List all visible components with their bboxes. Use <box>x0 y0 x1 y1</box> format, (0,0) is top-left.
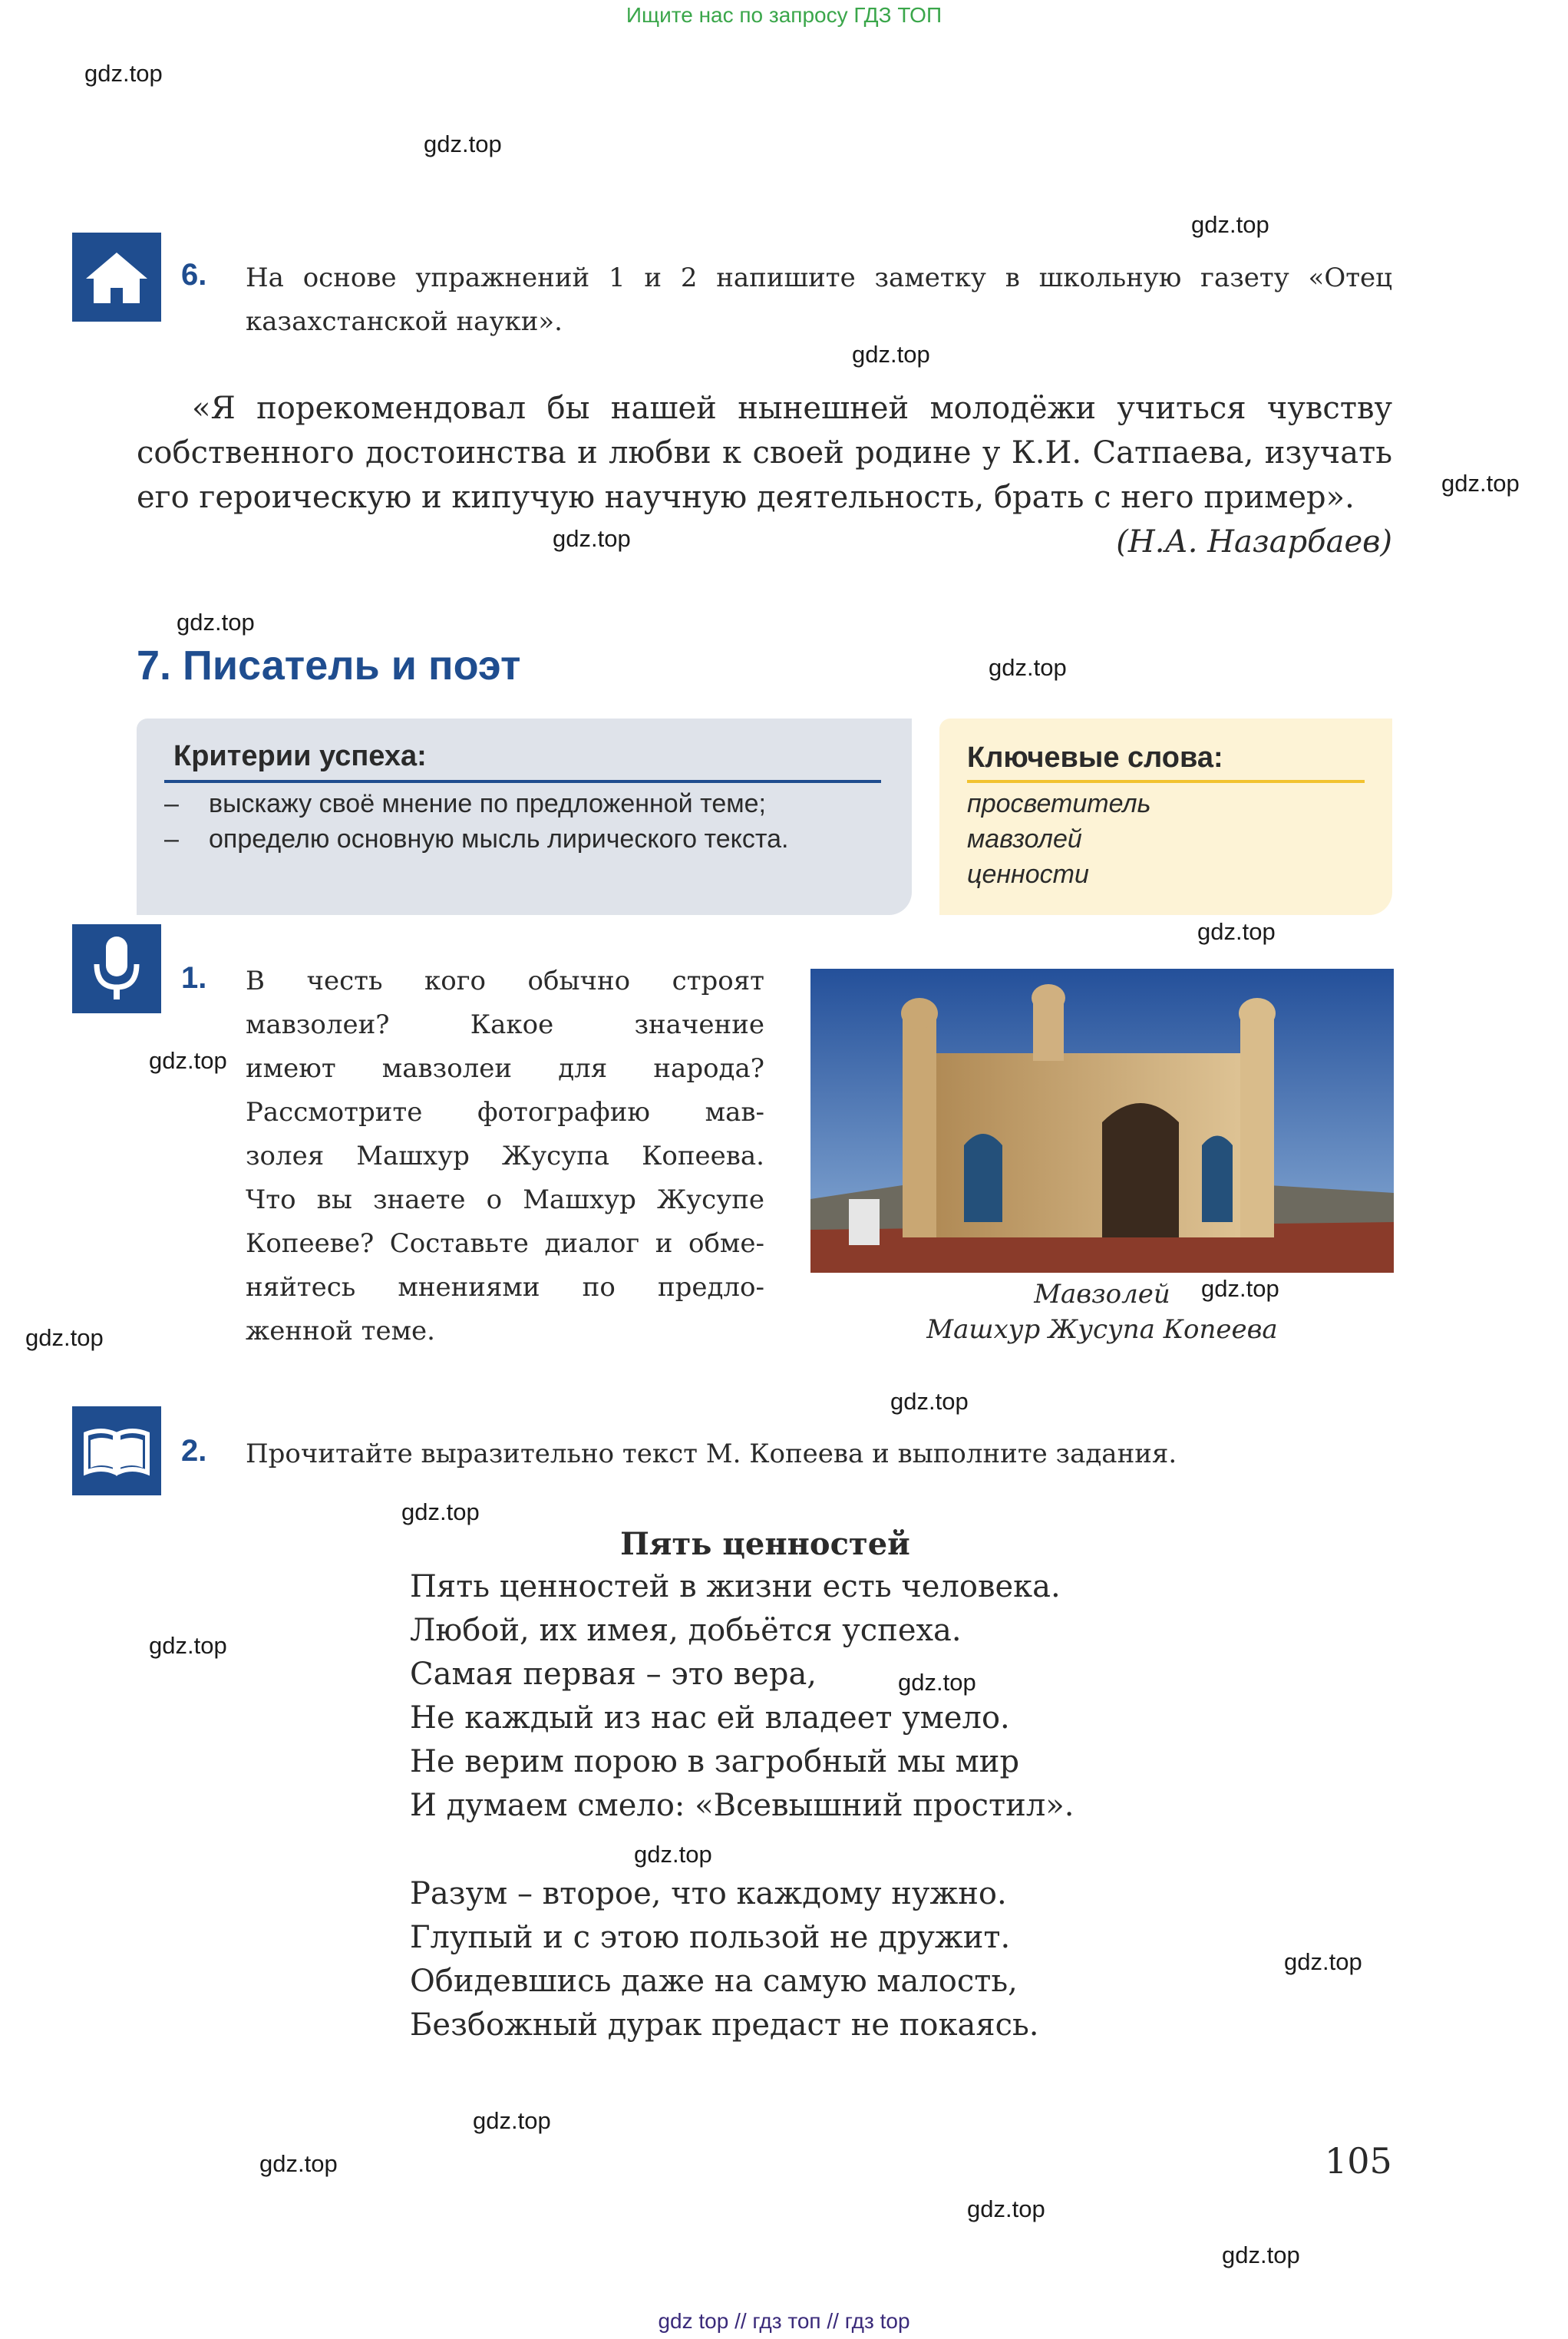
task-text-line: золея Машхур Жусупа Копеева. <box>246 1141 764 1171</box>
task-text-line: мавзолеи? Какое значение <box>246 1009 764 1040</box>
photo-caption-line2: Машхур Жусупа Копеева <box>926 1314 1278 1345</box>
task-text-line: имеют мавзолеи для народа? <box>246 1053 764 1084</box>
page-number: 105 <box>1325 2140 1392 2182</box>
watermark: gdz.top <box>852 341 930 368</box>
quote: «Я порекомендовал бы нашей нынешней молодёжи учиться чувству собственного достоинства и любви к своей родине у К.И. Сатпаева, изучать его героическую и кипучую научную деятельность, брать с него пример». <box>137 391 1392 515</box>
poem-line: Любой, их имея, добьётся успеха. <box>410 1613 962 1648</box>
watermark: gdz.top <box>1222 2242 1300 2268</box>
poem-title: Пять ценностей <box>620 1526 910 1562</box>
poem-line: Самая первая – это вера, <box>410 1657 817 1692</box>
book-icon <box>72 1406 161 1495</box>
section-title: 7. Писатель и поэт <box>137 643 521 689</box>
watermark: gdz.top <box>25 1324 104 1351</box>
watermark: gdz.top <box>967 2195 1045 2222</box>
task-text: Прочитайте выразительно текст М. Копеева и выполните задания. <box>246 1439 1177 1469</box>
criteria-dash: – <box>164 789 179 818</box>
quote-author: (Н.А. Назарбаев) <box>1116 524 1392 560</box>
watermark: gdz.top <box>259 2150 338 2177</box>
criteria-item: определю основную мысль лирического текста. <box>209 824 789 854</box>
keyword: мавзолей <box>967 824 1082 854</box>
criteria-heading: Критерии успеха: <box>173 740 427 772</box>
footer-links[interactable]: gdz top // гдз топ // гдз top <box>658 2309 910 2333</box>
task-text-line: В честь кого обычно строят <box>246 966 764 996</box>
poem-line: И думаем смело: «Всевышний простил». <box>410 1788 1074 1823</box>
watermark: gdz.top <box>553 525 631 552</box>
watermark: gdz.top <box>177 609 255 636</box>
task-number: 2. <box>181 1434 207 1468</box>
task-text-line: женной теме. <box>246 1316 435 1346</box>
watermark: gdz.top <box>989 654 1067 681</box>
watermark: gdz.top <box>1284 1948 1362 1975</box>
watermark: gdz.top <box>149 1632 227 1659</box>
task-number: 6. <box>181 258 207 292</box>
poem-line: Не верим порою в загробный мы мир <box>410 1744 1020 1779</box>
task-text-line: Рассмотрите фотографию мав- <box>246 1097 764 1128</box>
poem-line: Не каждый из нас ей владеет умело. <box>410 1700 1010 1736</box>
criteria-dash: – <box>164 824 179 854</box>
poem-line: Обидевшись даже на самую малость, <box>410 1964 1018 1999</box>
task-text-line: Что вы знаете о Машхур Жусупе <box>246 1184 764 1215</box>
top-banner[interactable]: Ищите нас по запросу ГДЗ ТОП <box>626 3 942 27</box>
task-text-line: няйтесь мнениями по предло- <box>246 1272 764 1303</box>
mausoleum-photo <box>810 969 1394 1273</box>
task-text-line: Копееве? Составьте диалог и обме- <box>246 1228 764 1259</box>
watermark: gdz.top <box>149 1047 227 1074</box>
poem-line: Разум – второе, что каждому нужно. <box>410 1876 1007 1911</box>
criteria-underline <box>164 780 881 783</box>
watermark: gdz.top <box>634 1841 712 1868</box>
watermark: gdz.top <box>473 2107 551 2134</box>
keyword: ценности <box>967 860 1089 889</box>
watermark: gdz.top <box>84 60 163 87</box>
watermark: gdz.top <box>898 1669 976 1696</box>
watermark: gdz.top <box>1201 1275 1279 1302</box>
keyword: просветитель <box>967 789 1151 818</box>
criteria-item: выскажу своё мнение по предложенной теме; <box>209 789 766 818</box>
criteria-box <box>137 719 912 915</box>
task-text: На основе упражнений 1 и 2 напишите заметку в школьную газету «Отец казахстанской науки». <box>246 263 1392 337</box>
keywords-heading: Ключевые слова: <box>967 742 1223 774</box>
microphone-icon <box>72 924 161 1013</box>
watermark: gdz.top <box>401 1498 480 1525</box>
watermark: gdz.top <box>1441 470 1520 497</box>
photo-caption-line1: Мавзолей <box>1034 1279 1170 1310</box>
watermark: gdz.top <box>890 1388 969 1415</box>
keywords-underline <box>967 780 1365 783</box>
watermark: gdz.top <box>1191 211 1269 238</box>
task-number: 1. <box>181 961 207 995</box>
home-icon <box>72 233 161 322</box>
watermark: gdz.top <box>1197 918 1276 945</box>
poem-line: Глупый и с этою пользой не дружит. <box>410 1920 1011 1955</box>
watermark: gdz.top <box>424 130 502 157</box>
keywords-box <box>939 719 1392 915</box>
poem-line: Пять ценностей в жизни есть человека. <box>410 1569 1061 1604</box>
poem-line: Безбожный дурак предаст не покаясь. <box>410 2007 1039 2043</box>
